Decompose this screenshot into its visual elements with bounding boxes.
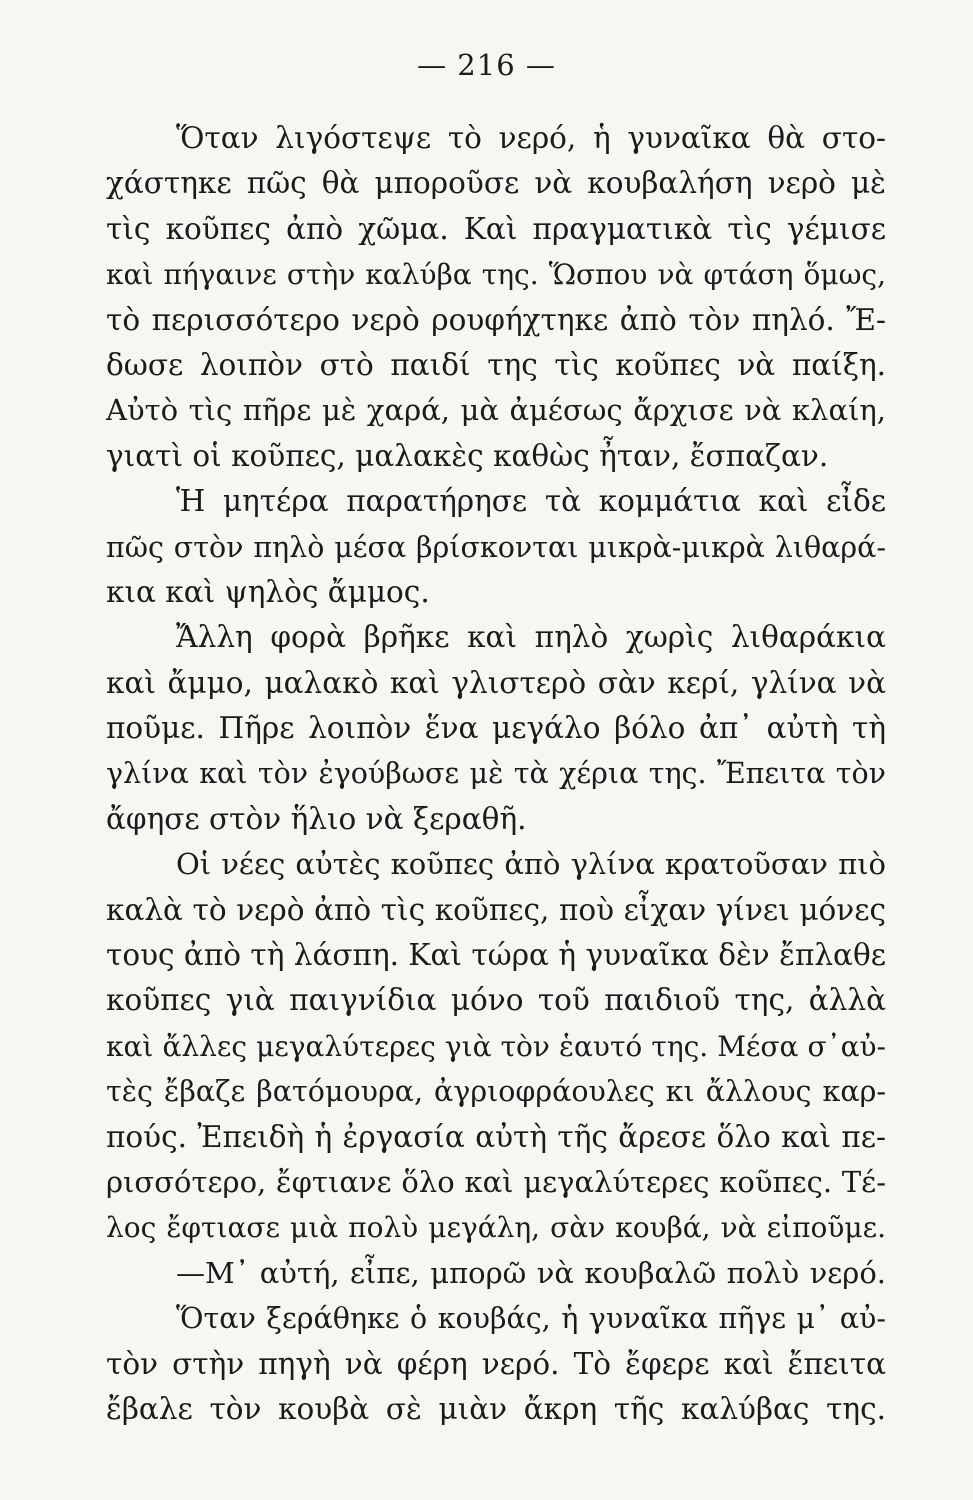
text-line: Οἱ νέες αὐτὲς κοῦπες ἀπὸ γλίνα κρατοῦσαν πιὸ	[176, 847, 886, 882]
text-line: πούς. Ἐπειδὴ ἡ ἐργασία αὐτὴ τῆς ἄρεσε ὅλο καὶ πε-	[106, 1119, 886, 1154]
text-line: τὸν στὴν πηγὴ νὰ φέρη νερό. Τὸ ἔφερε καὶ ἔπειτα	[106, 1346, 886, 1381]
text-line: χάστηκε πῶς θὰ μποροῦσε νὰ κουβαλήση νερὸ μὲ	[106, 166, 886, 201]
page-number: — 216 —	[417, 48, 556, 82]
text-line: γιατὶ οἱ κοῦπες, μαλακὲς καθὼς ἦταν, ἔσπαζαν.	[106, 438, 829, 473]
text-line: γλίνα καὶ τὸν ἐγούβωσε μὲ τὰ χέρια της. Ἔπειτα τὸν	[106, 757, 886, 791]
text-line: κοῦπες γιὰ παιγνίδια μόνο τοῦ παιδιοῦ της, ἀλλὰ	[106, 983, 886, 1018]
text-line: καὶ ἄλλες μεγαλύτερες γιὰ τὸν ἑαυτό της. Μέσα σ᾽αὐ-	[106, 1029, 886, 1063]
text-line: τους ἀπὸ τὴ λάσπη. Καὶ τώρα ἡ γυναῖκα δὲν ἔπλαθε	[106, 938, 886, 973]
text-line: λος ἔφτιασε μιὰ πολὺ μεγάλη, σὰν κουβά, νὰ εἰποῦμε.	[106, 1211, 886, 1245]
text-line: καλὰ τὸ νερὸ ἀπὸ τὶς κοῦπες, ποὺ εἶχαν γίνει μόνες	[106, 892, 886, 927]
text-line: ρισσότερο, ἔφτιανε ὅλο καὶ μεγαλύτερες κοῦπες. Τέ-	[106, 1164, 886, 1199]
text-line: Ὅταν λιγόστεψε τὸ νερό, ἡ γυναῖκα θὰ στο-	[176, 121, 886, 155]
text-line: κια καὶ ψηλὸς ἄμμος.	[106, 574, 430, 609]
text-line: Αὐτὸ τὶς πῆρε μὲ χαρά, μὰ ἀμέσως ἄρχισε νὰ κλαίη,	[106, 393, 886, 428]
text-line: τὶς κοῦπες ἀπὸ χῶμα. Καὶ πραγματικὰ τὶς γέμισε	[106, 211, 886, 246]
text-line: ποῦμε. Πῆρε λοιπὸν ἕνα μεγάλο βόλο ἀπ᾽ αὐτὴ τὴ	[106, 711, 886, 746]
body-text	[106, 116, 886, 1432]
text-line: Ἡ μητέρα παρατήρησε τὰ κομμάτια καὶ εἶδε	[176, 484, 886, 519]
text-line: καὶ ἄμμο, μαλακὸ καὶ γλιστερὸ σὰν κερί, γλίνα νὰ	[106, 665, 886, 700]
text-line: Ἄλλη φορὰ βρῆκε καὶ πηλὸ χωρὶς λιθαράκια	[176, 620, 886, 655]
text-line: καὶ πήγαινε στὴν καλύβα της. Ὥσπου νὰ φτάση ὅμως,	[106, 258, 886, 292]
text-line: τὸ περισσότερο νερὸ ρουφήχτηκε ἀπὸ τὸν πηλό. Ἔ-	[106, 302, 886, 337]
text-line: —Μ᾽ αὐτή, εἶπε, μπορῶ νὰ κουβαλῶ πολὺ νερό.	[176, 1255, 886, 1290]
text-line: τὲς ἔβαζε βατόμουρα, ἀγριοφράουλες κι ἄλλους καρ-	[106, 1075, 886, 1109]
text-line: Ὅταν ξεράθηκε ὁ κουβάς, ἡ γυναῖκα πῆγε μ᾽ αὐ-	[176, 1302, 886, 1336]
text-line: πῶς στὸν πηλὸ μέσα βρίσκονται μικρὰ-μικρὰ λιθαρά-	[106, 530, 886, 564]
text-line: ἔβαλε τὸν κουβὰ σὲ μιὰν ἄκρη τῆς καλύβας της.	[106, 1391, 886, 1426]
text-line: δωσε λοιπὸν στὸ παιδί της τὶς κοῦπες νὰ παίξη.	[106, 347, 886, 382]
text-line: ἄφησε στὸν ἥλιο νὰ ξεραθῆ.	[106, 801, 527, 836]
